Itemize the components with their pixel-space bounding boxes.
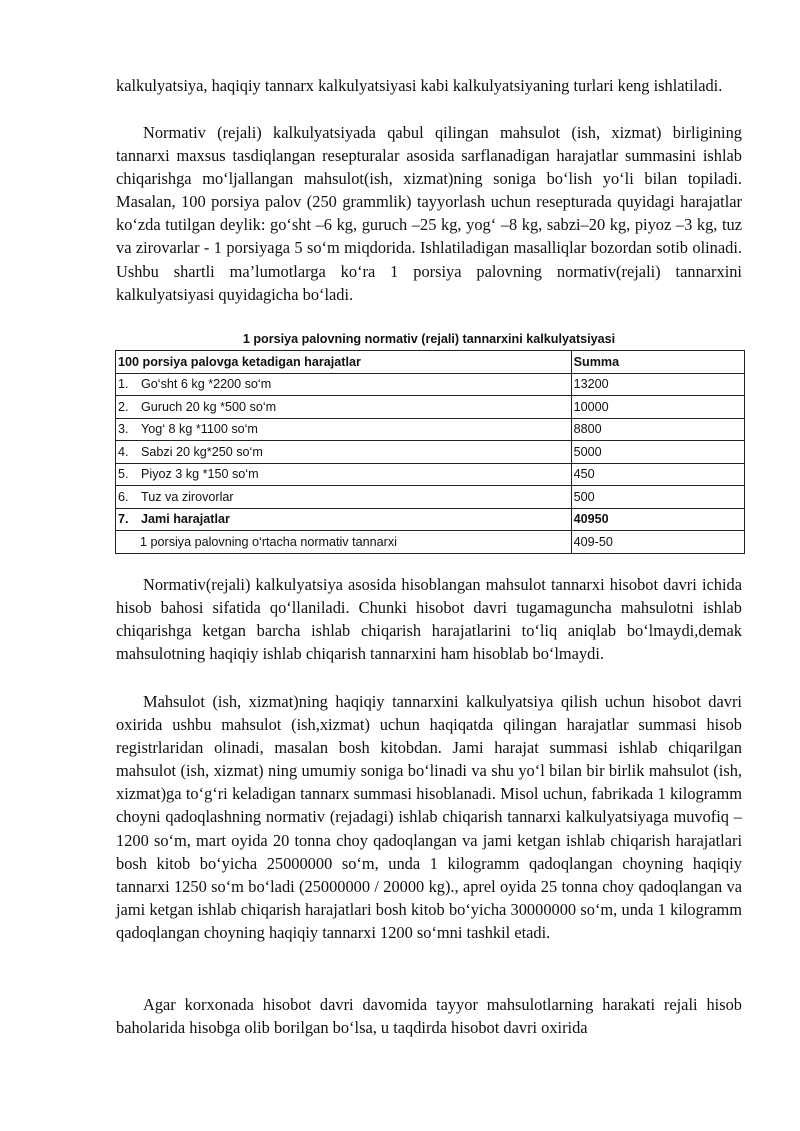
row-value: 8800 [571, 418, 744, 441]
table-average-row [116, 531, 745, 554]
paragraph-4: Mahsulot (ish, xizmat)ning haqiqiy tannarxini kalkulyatsiya qilish uchun hisobot davri oxirida ushbu mahsulot (ish,xizmat) uchun haqiqatda qilingan harajatlar summasi hisob registrlaridan olinadi, masalan bosh kitobdan. Jami harajat summasi ishlab chiqarilgan mahsulot (ish, xizmat) ning umumiy soniga bo‘linadi va shu yo‘l bilan bir birlik mahsulot (ish, xizmat)ga to‘g‘ri keladigan tannarx summasi hisoblanadi. Misol uchun, fabrikada 1 kilogramm choyni qadoqlashning normativ (rejadagi) ishlab chiqarish tannarxi kalkulyatsiyaga muvofiq – 1200 so‘m, mart oyida 20 tonna choy qadoqlangan va jami ketgan ishlab chiqarish harajatlari bosh kitob bo‘yicha 25000000 so‘m, unda 1 kilogramm qadoqlangan choyning haqiqiy tannarxi 1250 so‘m bo‘ladi (25000000 / 20000 kg)., aprel oyida 25 tonna choy qadoqlangan va jami ketgan ishlab chiqarish harajatlari bosh kitob bo‘yicha 30000000 so‘m, unda 1 kilogramm qadoqlangan choyning haqiqiy tannarxi 1200 so‘mni tashkil etadi. [116, 692, 742, 942]
average-value: 409-50 [571, 531, 744, 554]
table-header-row [116, 351, 745, 374]
row-label: Yog‘ 8 kg *1100 so‘m [141, 422, 258, 437]
calculation-table [115, 350, 745, 554]
row-value: 5000 [571, 441, 744, 464]
row-number: 3. [118, 422, 129, 437]
row-label: Guruch 20 kg *500 so‘m [141, 399, 277, 414]
row-number: 2. [118, 399, 129, 414]
row-label: Piyoz 3 kg *150 so‘m [141, 467, 259, 482]
row-value: 10000 [571, 396, 744, 419]
row-number: 6. [118, 489, 129, 504]
average-label: 1 porsiya palovning o‘rtacha normativ tannarxi [116, 531, 572, 554]
total-value: 40950 [571, 508, 744, 531]
row-number: 4. [118, 444, 129, 459]
table-row [116, 373, 745, 396]
intro-paragraph: kalkulyatsiya, haqiqiy tannarx kalkulyatsiyasi kabi kalkulyatsiyaning turlari keng ishlatiladi. [116, 76, 723, 95]
paragraph-3: Normativ(rejali) kalkulyatsiya asosida hisoblangan mahsulot tannarxi hisobot davri ichida hisob bahosi sifatida qo‘llaniladi. Chunki hisobot davri tugamaguncha mahsulotni ishlab chiqarishga ketgan barcha ishlab chiqarish harajatlarini to‘liq aniqlab bo‘lmaydi,demak mahsulotning haqiqiy ishlab chiqarish tannarxini ham hisoblab bo‘lmaydi. [116, 575, 742, 664]
row-number: 1. [118, 377, 129, 392]
paragraph-5: Agar korxonada hisobot davri davomida tayyor mahsulotlarning harakati rejali hisob baholarida hisobga olib borilgan bo‘lsa, u taqdirda hisobot davri oxirida [116, 995, 742, 1038]
header-expenses: 100 porsiya palovga ketadigan harajatlar [116, 351, 572, 374]
header-sum: Summa [571, 351, 744, 374]
table-title: 1 porsiya palovning normativ (rejali) tannarxini kalkulyatsiyasi [242, 332, 616, 346]
row-label: Tuz va zirovorlar [141, 489, 234, 504]
total-label: Jami harajatlar [141, 512, 230, 527]
row-value: 500 [571, 486, 744, 509]
normative-paragraph: Normativ (rejali) kalkulyatsiyada qabul qilingan mahsulot (ish, xizmat) birligining tannarxi maxsus tasdiqlangan resepturalar asosida sarflanadigan harajatlar summasini ishlab chiqarishga mo‘ljallangan mahsulot(ish, xizmat)ning soniga bo‘lish yo‘li bilan topiladi. Masalan, 100 porsiya palov (250 grammlik) tayyorlash uchun resepturada quyidagi harajatlar ko‘zda tutilgan deylik: go‘sht –6 kg, guruch –25 kg, yog‘ –8 kg, sabzi–20 kg, piyoz –3 kg, tuz va zirovarlar - 1 porsiyaga 5 so‘m miqdorida. Ishlatiladigan masalliqlar bozordan sotib olinadi. Ushbu shartli ma’lumotlarga ko‘ra 1 porsiya palovning normativ(rejali) tannarxini kalkulyatsiyasi quyidagicha bo‘ladi. [116, 123, 742, 304]
row-label: Go‘sht 6 kg *2200 so‘m [141, 377, 272, 392]
table-total-row [116, 508, 745, 531]
table-row [116, 463, 745, 486]
table-row [116, 418, 745, 441]
row-number: 5. [118, 467, 129, 482]
row-value: 13200 [571, 373, 744, 396]
row-value: 450 [571, 463, 744, 486]
total-number: 7. [118, 512, 129, 527]
table-row [116, 441, 745, 464]
table-row [116, 486, 745, 509]
row-label: Sabzi 20 kg*250 so‘m [141, 444, 263, 459]
table-row [116, 396, 745, 419]
